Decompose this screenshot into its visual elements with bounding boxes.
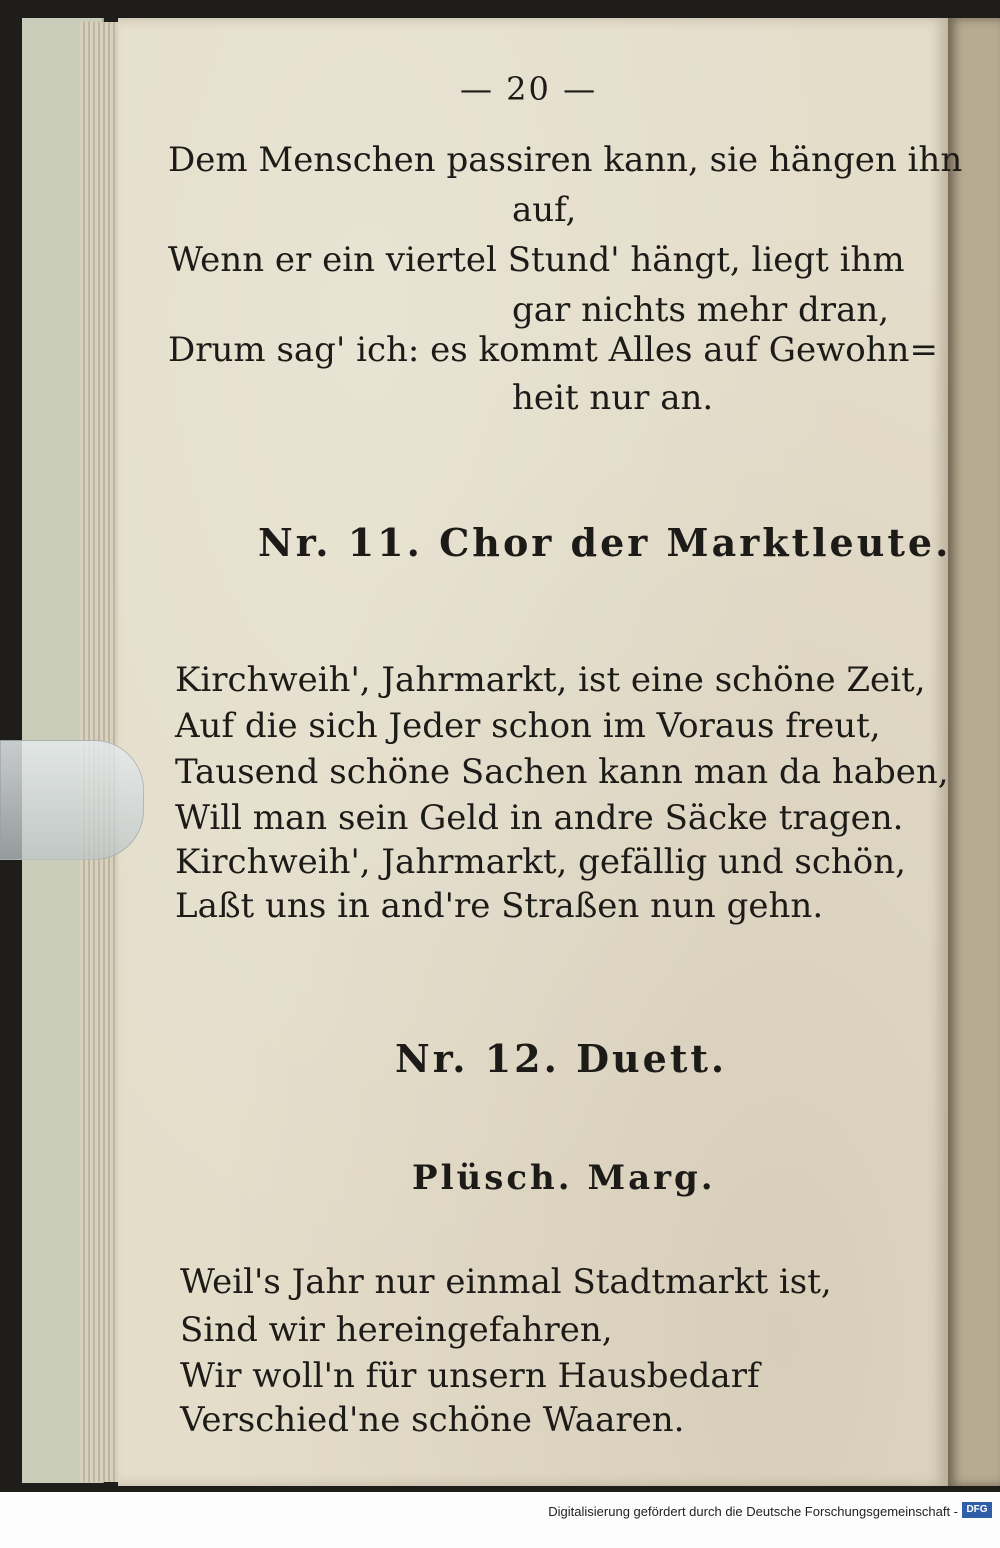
footer-bar <box>0 1492 1000 1548</box>
verse-line: Kirchweih', Jahrmarkt, ist eine schöne Zeit, <box>175 660 926 700</box>
verse-line: Wir woll'n für unsern Hausbedarf <box>180 1356 760 1396</box>
plastic-page-clip <box>0 740 144 860</box>
verse-line: heit nur an. <box>512 378 714 418</box>
verse-line: Sind wir hereingefahren, <box>180 1310 613 1350</box>
verse-line: Kirchweih', Jahrmarkt, gefällig und schön, <box>175 842 906 882</box>
verse-line: Will man sein Geld in andre Säcke tragen. <box>175 798 904 838</box>
verse-line: Dem Menschen passiren kann, sie hängen ihn <box>168 140 963 180</box>
verse-line: Verschied'ne schöne Waaren. <box>180 1400 685 1440</box>
character-names: Plüsch. Marg. <box>412 1158 716 1198</box>
verse-line: Drum sag' ich: es kommt Alles auf Gewohn= <box>168 330 938 370</box>
footer-credit: Digitalisierung gefördert durch die Deutsche Forschungsgemeinschaft - <box>548 1504 958 1519</box>
verse-line: Tausend schöne Sachen kann man da haben, <box>175 752 949 792</box>
dfg-logo-icon: DFG <box>962 1502 992 1518</box>
verse-line: Wenn er ein viertel Stund' hängt, liegt ihm <box>168 240 905 280</box>
verse-line: Laßt uns in and're Straßen nun gehn. <box>175 886 824 926</box>
next-page-edge <box>948 18 1000 1486</box>
verse-line: gar nichts mehr dran, <box>512 290 890 330</box>
section-title-11: Nr. 11. Chor der Marktleute. <box>258 520 952 565</box>
verse-line: auf, <box>512 190 577 230</box>
page-number: — 20 — <box>460 70 598 108</box>
verse-line: Auf die sich Jeder schon im Voraus freut, <box>175 706 881 746</box>
verse-line: Weil's Jahr nur einmal Stadtmarkt ist, <box>180 1262 832 1302</box>
section-title-12: Nr. 12. Duett. <box>395 1036 728 1081</box>
